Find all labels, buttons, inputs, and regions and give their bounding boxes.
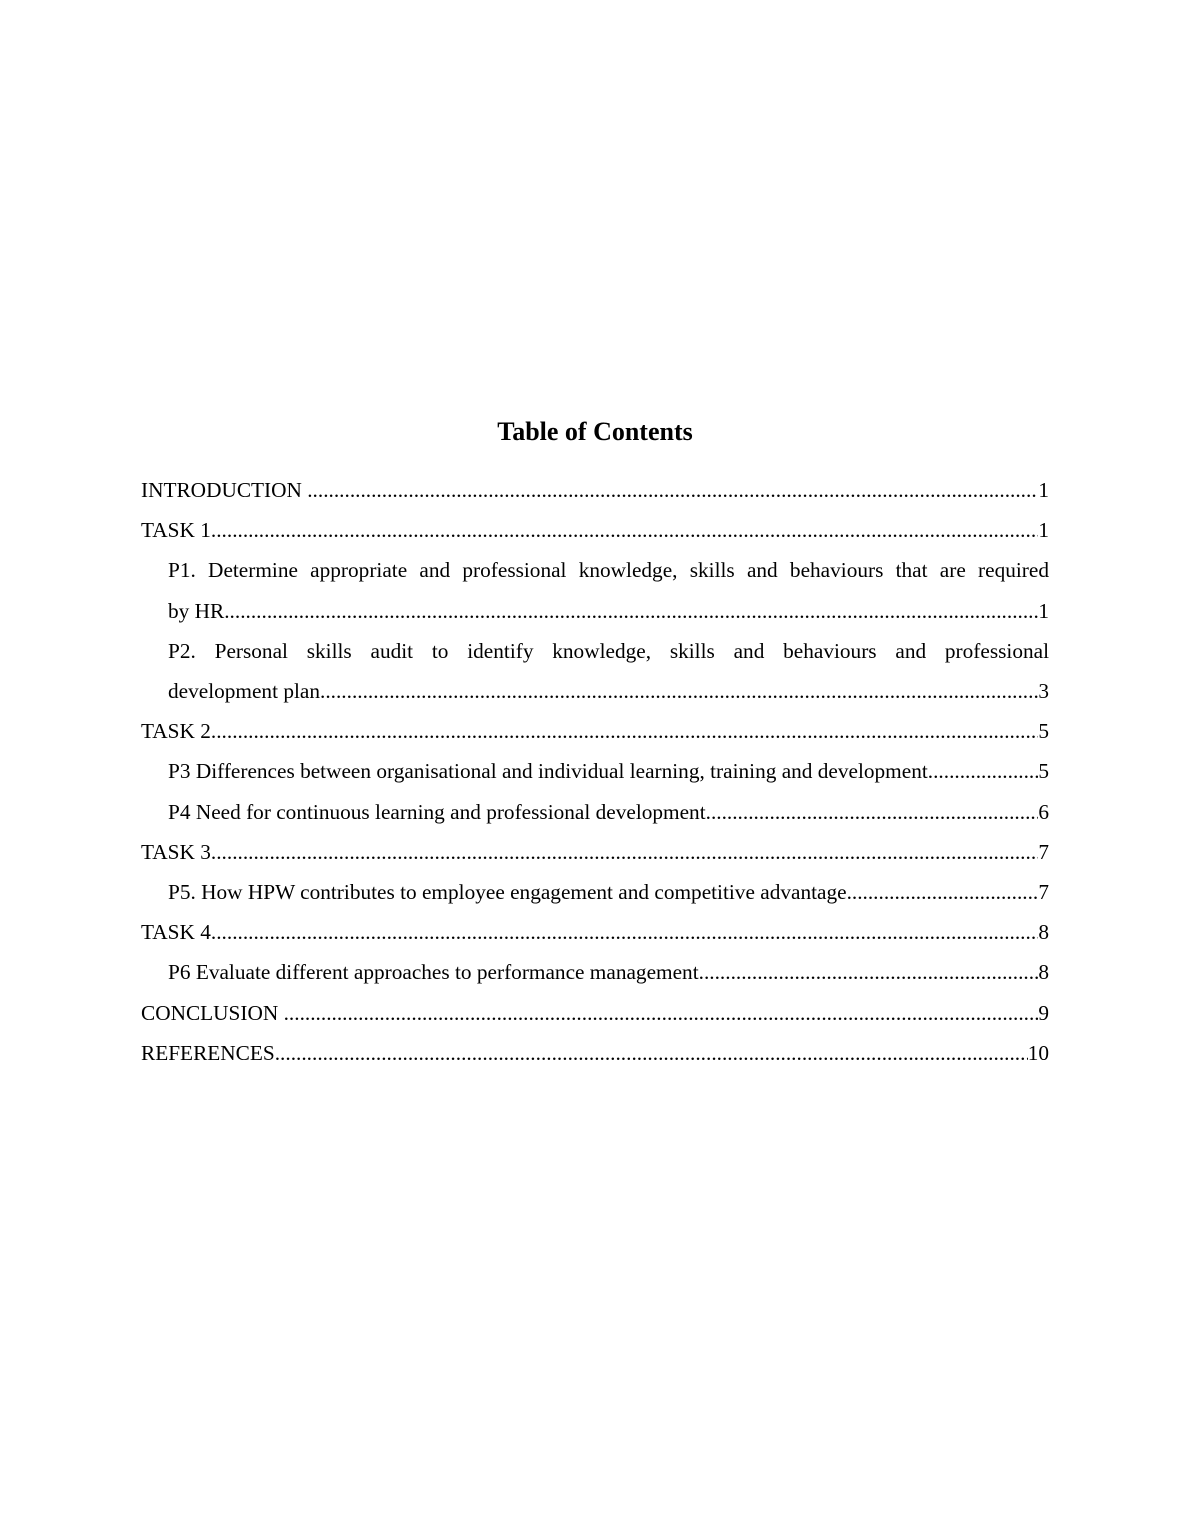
- toc-entry-task-2[interactable]: [141, 711, 1049, 751]
- dot-leader: [307, 470, 1038, 510]
- dot-leader: [211, 832, 1038, 872]
- toc-entry-label: development plan: [168, 679, 320, 704]
- dot-leader: [699, 952, 1039, 992]
- toc-entry-p3[interactable]: [141, 751, 1049, 791]
- dot-leader: [224, 591, 1038, 631]
- toc-entry-page: 9: [1038, 1000, 1049, 1025]
- dot-leader: [211, 912, 1038, 952]
- toc-title: Table of Contents: [497, 417, 693, 446]
- toc-entry-page: 3: [1038, 679, 1049, 704]
- table-of-contents: [141, 470, 1049, 1073]
- dot-leader: [275, 1033, 1028, 1073]
- toc-entry-label: TASK 1: [141, 518, 211, 543]
- toc-entry-label: TASK 2: [141, 719, 211, 744]
- toc-entry-p2[interactable]: [141, 631, 1049, 711]
- toc-entry-label: P3 Differences between organisational and individual learning, training and development.: [168, 759, 934, 784]
- toc-entry-label: P6 Evaluate different approaches to performance management: [168, 960, 699, 985]
- toc-entry-label: TASK 3: [141, 839, 211, 864]
- toc-entry-label: REFERENCES: [141, 1040, 275, 1065]
- toc-entry-label: by HR: [168, 598, 225, 623]
- toc-entry-label: P5. How HPW contributes to employee engagement and competitive advantage: [168, 880, 847, 905]
- toc-entry-page: 1: [1038, 598, 1049, 623]
- toc-entry-page: 8: [1038, 920, 1049, 945]
- dot-leader: [284, 993, 1039, 1033]
- toc-entry-page: 7: [1038, 880, 1049, 905]
- dot-leader: [711, 792, 1038, 832]
- toc-entry-label: P4 Need for continuous learning and professional development.: [168, 799, 711, 824]
- toc-entry-p5[interactable]: [141, 872, 1049, 912]
- toc-entry-page: 6: [1038, 799, 1049, 824]
- toc-entry-task-4[interactable]: [141, 912, 1049, 952]
- dot-leader: [933, 751, 1038, 791]
- toc-entry-page: 5: [1038, 719, 1049, 744]
- toc-entry-introduction[interactable]: [141, 470, 1049, 510]
- dot-leader: [211, 711, 1038, 751]
- toc-entry-page: 7: [1038, 839, 1049, 864]
- toc-entry-label: CONCLUSION: [141, 1000, 284, 1025]
- toc-entry-p1[interactable]: [141, 550, 1049, 630]
- toc-entry-references[interactable]: [141, 1033, 1049, 1073]
- dot-leader: [320, 671, 1038, 711]
- toc-entry-p4[interactable]: [141, 792, 1049, 832]
- toc-entry-page: 1: [1038, 518, 1049, 543]
- toc-entry-label: INTRODUCTION: [141, 478, 308, 502]
- toc-entry-page: 5: [1038, 759, 1049, 784]
- dot-leader: [211, 510, 1038, 550]
- toc-entry-task-1[interactable]: [141, 510, 1049, 550]
- toc-entry-page: 10: [1027, 1040, 1049, 1065]
- toc-entry-p6[interactable]: [141, 952, 1049, 992]
- dot-leader: [847, 872, 1039, 912]
- toc-entry-page: 8: [1038, 960, 1049, 985]
- toc-entry-page: 1: [1038, 478, 1049, 502]
- toc-entry-label-line-1: P1. Determine appropriate and professional knowledge, skills and behaviours that are required: [168, 558, 1049, 583]
- toc-entry-task-3[interactable]: [141, 832, 1049, 872]
- toc-entry-label-line-1: P2. Personal skills audit to identify knowledge, skills and behaviours and professional: [168, 638, 1049, 663]
- toc-entry-label: TASK 4: [141, 920, 211, 945]
- toc-entry-conclusion[interactable]: [141, 993, 1049, 1033]
